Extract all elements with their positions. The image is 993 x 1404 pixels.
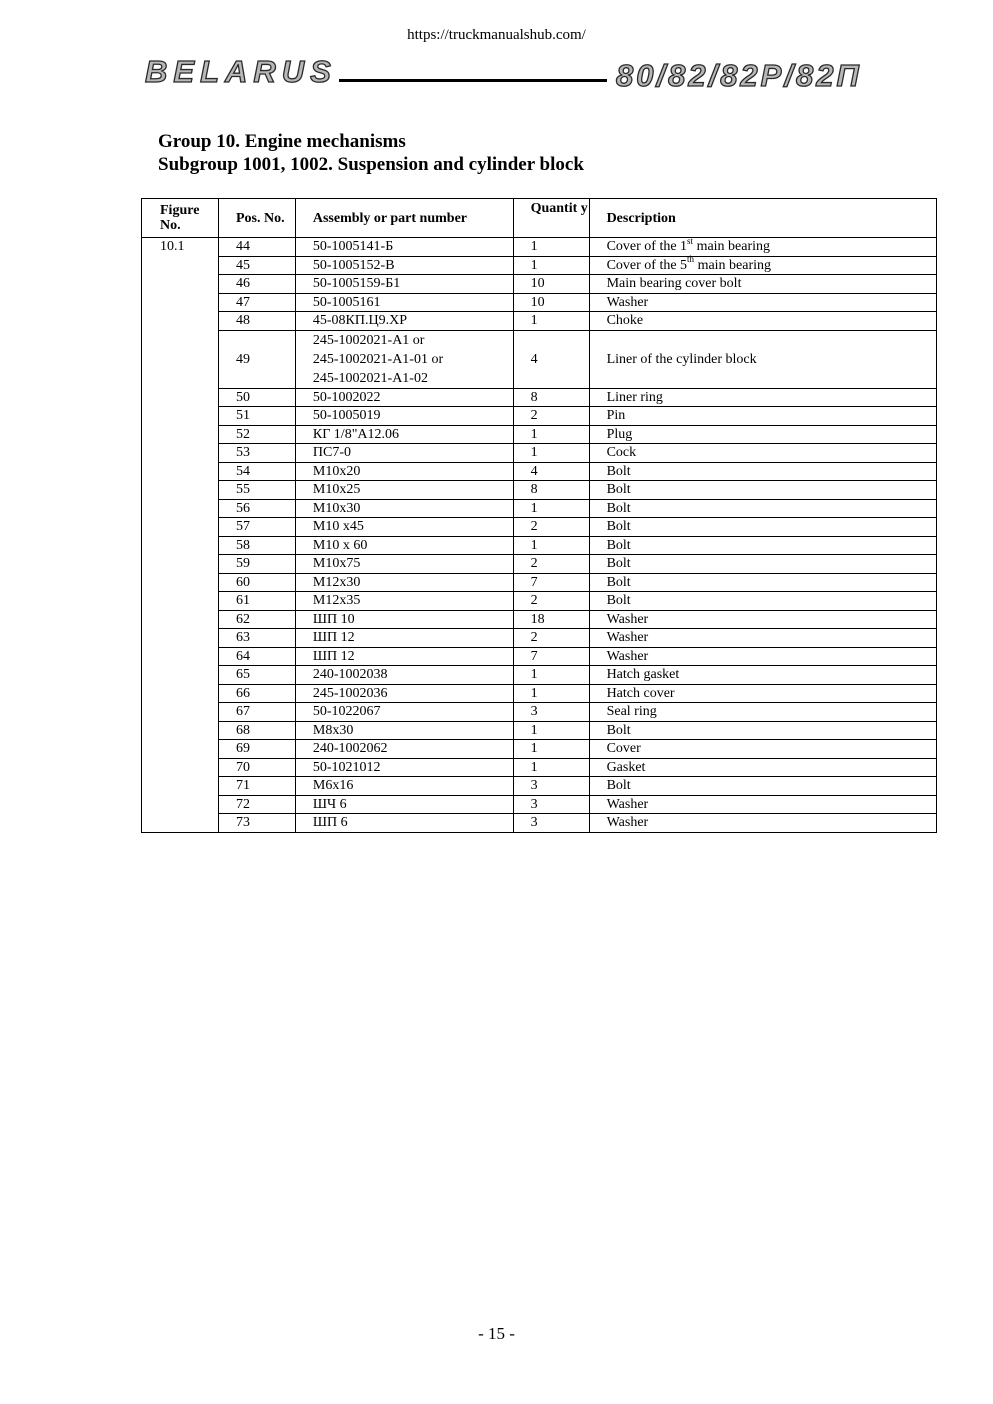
description-cell: Bolt	[589, 462, 936, 481]
quantity-cell: 1	[513, 684, 589, 703]
description-text: Cover of the 1	[606, 239, 688, 255]
description-cell: Washer	[589, 647, 936, 666]
table-row	[142, 592, 937, 611]
page-number: - 15 -	[478, 1324, 515, 1343]
table-row	[142, 666, 937, 685]
header-description: Description	[589, 199, 936, 238]
pos-no-cell: 52	[218, 425, 295, 444]
description-text: Cover of the 5	[606, 257, 688, 273]
part-number-cell: ШП 12	[295, 629, 513, 648]
pos-no-cell: 48	[218, 312, 295, 331]
header-quantity: Quantit y	[513, 199, 589, 238]
description-cell: Bolt	[589, 721, 936, 740]
part-number-cell: 50-1022067	[295, 703, 513, 722]
quantity-cell: 3	[513, 814, 589, 833]
part-number-cell: М12х35	[295, 592, 513, 611]
description-cell: Hatch cover	[589, 684, 936, 703]
quantity-cell: 8	[513, 388, 589, 407]
description-cell: Bolt	[589, 518, 936, 537]
quantity-cell: 1	[513, 758, 589, 777]
description-cell: Cover	[589, 740, 936, 759]
part-number-line: 245-1002021-А1-01 or	[312, 351, 444, 367]
part-number-cell: М10х25	[295, 481, 513, 500]
part-number-cell	[295, 330, 513, 388]
part-number-cell: 50-1005141-Б	[295, 238, 513, 257]
description-cell: Washer	[589, 814, 936, 833]
part-number-cell: ШП 6	[295, 814, 513, 833]
quantity-cell: 1	[513, 256, 589, 275]
table-row	[142, 721, 937, 740]
part-number-cell: 245-1002036	[295, 684, 513, 703]
quantity-cell: 1	[513, 721, 589, 740]
table-row	[142, 740, 937, 759]
table-row	[142, 312, 937, 331]
quantity-cell: 4	[513, 330, 589, 388]
ordinal-suffix: th	[687, 254, 695, 265]
table-row	[142, 425, 937, 444]
quantity-cell: 7	[513, 573, 589, 592]
part-number-cell: ШЧ 6	[295, 795, 513, 814]
description-cell: Hatch gasket	[589, 666, 936, 685]
table-row	[142, 330, 937, 388]
part-number-cell: 50-1002022	[295, 388, 513, 407]
description-cell: Washer	[589, 610, 936, 629]
pos-no-cell: 50	[218, 388, 295, 407]
table-row	[142, 703, 937, 722]
table-row	[142, 647, 937, 666]
table-row	[142, 407, 937, 426]
part-number-line: 245-1002021-А1-02	[312, 370, 428, 386]
pos-no-cell: 46	[218, 275, 295, 294]
quantity-cell: 1	[513, 425, 589, 444]
part-number-cell: М10х30	[295, 499, 513, 518]
part-number-cell: М6х16	[295, 777, 513, 796]
pos-no-cell: 45	[218, 256, 295, 275]
pos-no-cell: 44	[218, 238, 295, 257]
description-cell: Plug	[589, 425, 936, 444]
source-url: https://truckmanualshub.com/	[407, 27, 586, 43]
quantity-cell: 2	[513, 555, 589, 574]
quantity-cell: 3	[513, 795, 589, 814]
quantity-cell: 3	[513, 777, 589, 796]
description-cell: Liner ring	[589, 388, 936, 407]
quantity-cell: 2	[513, 407, 589, 426]
group-title: Group 10. Engine mechanisms	[158, 131, 406, 152]
quantity-cell: 1	[513, 444, 589, 463]
table-row	[142, 275, 937, 294]
pos-no-cell: 57	[218, 518, 295, 537]
quantity-cell: 10	[513, 293, 589, 312]
ordinal-suffix: st	[687, 235, 694, 246]
table-row	[142, 629, 937, 648]
description-cell: Gasket	[589, 758, 936, 777]
quantity-cell: 3	[513, 703, 589, 722]
pos-no-cell: 56	[218, 499, 295, 518]
pos-no-cell: 62	[218, 610, 295, 629]
section-titles	[158, 130, 584, 176]
description-cell: Choke	[589, 312, 936, 331]
description-cell	[589, 256, 936, 275]
subgroup-title: Subgroup 1001, 1002. Suspension and cylinder block	[158, 154, 584, 175]
part-number-cell: М10х20	[295, 462, 513, 481]
pos-no-cell: 60	[218, 573, 295, 592]
part-number-cell: 50-1005152-В	[295, 256, 513, 275]
description-cell: Washer	[589, 629, 936, 648]
quantity-cell: 4	[513, 462, 589, 481]
part-number-cell: ШП 10	[295, 610, 513, 629]
header-logo	[143, 52, 918, 92]
part-number-cell: 240-1002062	[295, 740, 513, 759]
part-number-cell: 50-1005161	[295, 293, 513, 312]
table-row	[142, 499, 937, 518]
pos-no-cell: 66	[218, 684, 295, 703]
quantity-cell: 8	[513, 481, 589, 500]
description-cell: Bolt	[589, 536, 936, 555]
part-number-cell: М8х30	[295, 721, 513, 740]
header-rule	[339, 79, 607, 82]
pos-no-cell: 47	[218, 293, 295, 312]
table-row	[142, 518, 937, 537]
pos-no-cell: 69	[218, 740, 295, 759]
description-cell: Cock	[589, 444, 936, 463]
part-number-cell: ПС7-0	[295, 444, 513, 463]
pos-no-cell: 49	[218, 330, 295, 388]
pos-no-cell: 63	[218, 629, 295, 648]
part-number-cell: 50-1005159-Б1	[295, 275, 513, 294]
quantity-cell: 2	[513, 592, 589, 611]
brand-logo-text: BELARUS	[145, 54, 337, 89]
quantity-cell: 1	[513, 536, 589, 555]
description-cell: Bolt	[589, 777, 936, 796]
quantity-cell: 1	[513, 312, 589, 331]
pos-no-cell: 58	[218, 536, 295, 555]
table-row	[142, 758, 937, 777]
description-cell: Bolt	[589, 555, 936, 574]
description-cell: Bolt	[589, 481, 936, 500]
part-number-line: 245-1002021-А1 or	[312, 332, 425, 348]
table-row	[142, 610, 937, 629]
header-figure-no: Figure No.	[142, 199, 219, 238]
part-number-cell: М10 х45	[295, 518, 513, 537]
part-number-cell: КГ 1/8"А12.06	[295, 425, 513, 444]
description-cell: Washer	[589, 293, 936, 312]
pos-no-cell: 70	[218, 758, 295, 777]
part-number-cell: М10х75	[295, 555, 513, 574]
table-row	[142, 462, 937, 481]
quantity-cell: 1	[513, 238, 589, 257]
table-row	[142, 536, 937, 555]
quantity-cell: 7	[513, 647, 589, 666]
description-cell: Bolt	[589, 499, 936, 518]
description-cell: Liner of the cylinder block	[589, 330, 936, 388]
table-header-row	[142, 199, 937, 238]
quantity-cell: 1	[513, 499, 589, 518]
part-number-cell: М12х30	[295, 573, 513, 592]
description-cell: Pin	[589, 407, 936, 426]
pos-no-cell: 59	[218, 555, 295, 574]
quantity-cell: 18	[513, 610, 589, 629]
quantity-cell: 10	[513, 275, 589, 294]
table-row	[142, 256, 937, 275]
quantity-cell: 2	[513, 518, 589, 537]
pos-no-cell: 67	[218, 703, 295, 722]
description-cell: Bolt	[589, 573, 936, 592]
pos-no-cell: 71	[218, 777, 295, 796]
table-row	[142, 684, 937, 703]
description-cell: Bolt	[589, 592, 936, 611]
part-number-cell: 45-08КП.Ц9.ХР	[295, 312, 513, 331]
description-cell: Main bearing cover bolt	[589, 275, 936, 294]
table-row	[142, 293, 937, 312]
part-number-cell: 240-1002038	[295, 666, 513, 685]
quantity-cell: 1	[513, 740, 589, 759]
table-row	[142, 555, 937, 574]
parts-table	[141, 198, 937, 833]
header-part-number: Assembly or part number	[295, 199, 513, 238]
part-number-cell: 50-1021012	[295, 758, 513, 777]
table-row	[142, 444, 937, 463]
quantity-cell: 1	[513, 666, 589, 685]
pos-no-cell: 61	[218, 592, 295, 611]
table-row	[142, 777, 937, 796]
pos-no-cell: 54	[218, 462, 295, 481]
part-number-cell: М10 х 60	[295, 536, 513, 555]
pos-no-cell: 55	[218, 481, 295, 500]
parts-table-body	[142, 235, 937, 833]
quantity-cell: 2	[513, 629, 589, 648]
pos-no-cell: 73	[218, 814, 295, 833]
description-cell: Washer	[589, 795, 936, 814]
pos-no-cell: 65	[218, 666, 295, 685]
table-row	[142, 795, 937, 814]
table-row	[142, 388, 937, 407]
model-logo-text: 80/82/82P/82П	[616, 58, 862, 92]
header-pos-no: Pos. No.	[218, 199, 295, 238]
description-cell: Seal ring	[589, 703, 936, 722]
pos-no-cell: 51	[218, 407, 295, 426]
part-number-cell: 50-1005019	[295, 407, 513, 426]
part-number-cell: ШП 12	[295, 647, 513, 666]
pos-no-cell: 72	[218, 795, 295, 814]
table-row	[142, 481, 937, 500]
description-text-tail: main bearing	[694, 257, 772, 273]
description-cell	[589, 235, 936, 257]
table-row	[142, 573, 937, 592]
figure-no-cell: 10.1	[142, 238, 219, 833]
description-text-tail: main bearing	[693, 239, 771, 255]
pos-no-cell: 68	[218, 721, 295, 740]
pos-no-cell: 64	[218, 647, 295, 666]
table-row	[142, 238, 937, 257]
table-row	[142, 814, 937, 833]
pos-no-cell: 53	[218, 444, 295, 463]
